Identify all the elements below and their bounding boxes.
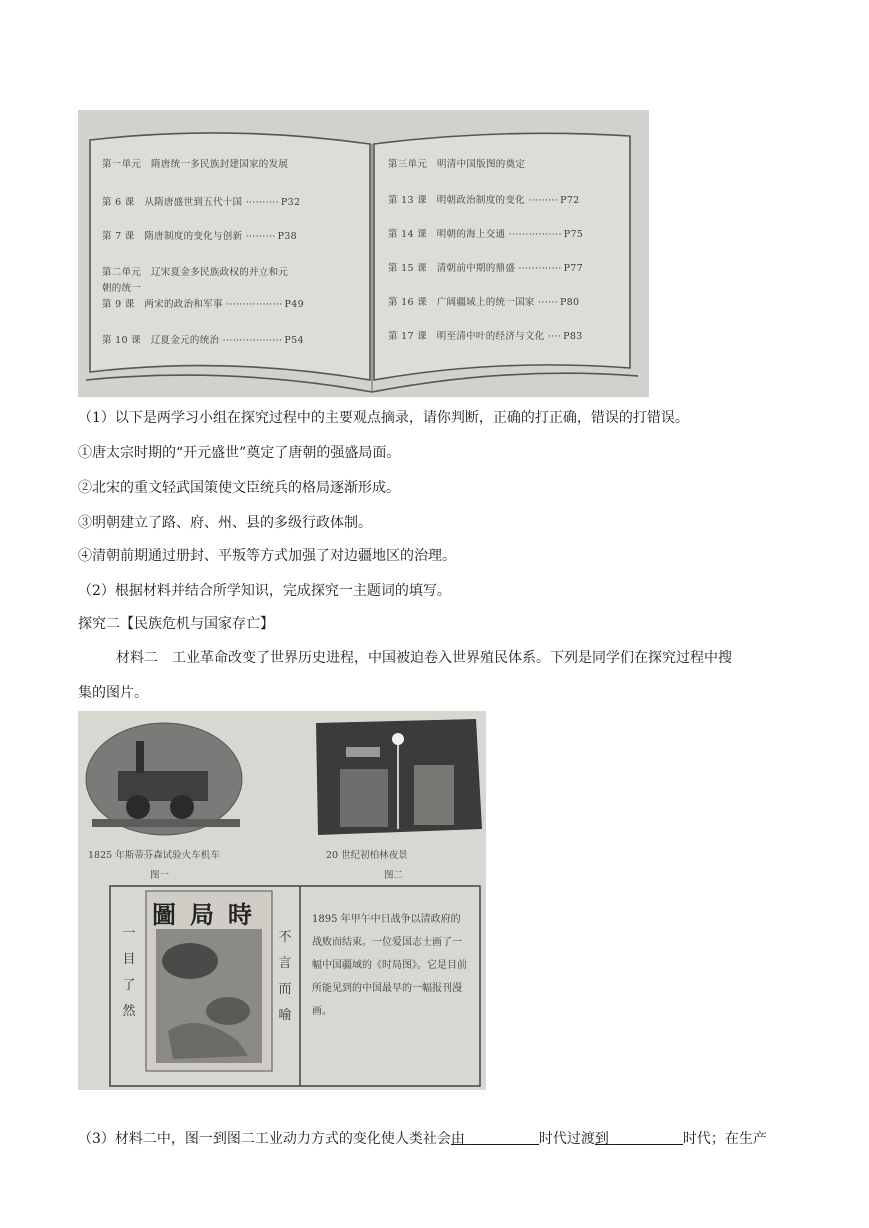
open-book-outline <box>78 110 649 397</box>
cartoon-right-char: 而 <box>278 982 292 997</box>
cartoon-right-char: 言 <box>278 956 292 971</box>
question-1: （1）以下是两学习小组在探究过程中的主要观点摘录，请你判断，正确的打正确，错误的打错误。 <box>78 410 689 426</box>
toc-lesson-13: 第 13 课 明朝政治制度的变化 ········· P72 <box>388 195 580 206</box>
toc-lesson-16: 第 16 课 广阔疆域上的统一国家 ······ P80 <box>388 297 580 308</box>
question-3-from: 由 <box>450 1131 465 1147</box>
cartoon-left-char: 一 <box>122 926 136 941</box>
figure-1-caption: 1825 年斯蒂芬森试验火车机车 <box>88 850 220 861</box>
toc-lesson-10: 第 10 课 辽夏金元的统治 ·················· P54 <box>102 335 304 346</box>
figure-2-caption: 20 世纪初柏林夜景 <box>326 850 408 861</box>
toc-lesson-17: 第 17 课 明至清中叶的经济与文化 ···· P83 <box>388 331 583 342</box>
toc-unit-1: 第一单元 隋唐统一多民族封建国家的发展 <box>102 159 289 170</box>
photo-artwork <box>78 711 486 1090</box>
cartoon-description: 1895 年甲午中日战争以清政府的战败而结束。一位爱国志士画了一幅中国疆域的《时局图》。它是目前所能见到的中国最早的一幅报刊漫画。 <box>312 914 467 1017</box>
toc-lesson-14: 第 14 课 明朝的海上交通 ················ P75 <box>388 229 584 240</box>
cartoon-left-char: 目 <box>122 952 136 967</box>
statement-4: ④清朝前期通过册封、平叛等方式加强了对边疆地区的治理。 <box>78 548 456 564</box>
cartoon-right-char: 喻 <box>278 1008 292 1023</box>
cartoon-right-char: 不 <box>278 930 292 945</box>
toc-unit-3: 第三单元 明清中国版图的奠定 <box>388 159 526 170</box>
question-3-lead: （3）材料二中，图一到图二工业动力方式的变化使人类社会 <box>78 1131 451 1147</box>
section-2-heading: 探究二【民族危机与国家存亡】 <box>78 616 274 632</box>
table-of-contents-photo <box>78 110 649 397</box>
question-3-mid: 时代过渡 <box>538 1131 595 1147</box>
toc-lesson-6: 第 6 课 从隋唐盛世到五代十国 ·········· P32 <box>102 197 301 208</box>
question-3-to: 到 <box>594 1131 609 1147</box>
toc-unit-2-line2: 朝的统一 <box>102 283 142 294</box>
answer-blank-2[interactable] <box>609 1130 683 1145</box>
material-2-line1: 材料二 工业革命改变了世界历史进程，中国被迫卷入世界殖民体系。下列是同学们在探究过程中搜 <box>116 650 732 666</box>
toc-lesson-15: 第 15 课 清朝前中期的鼎盛 ············· P77 <box>388 263 583 274</box>
statement-2: ②北宋的重文轻武国策使文臣统兵的格局逐渐形成。 <box>78 480 400 496</box>
question-3-end: 时代；在生产 <box>682 1131 767 1147</box>
toc-unit-2-line1: 第二单元 辽宋夏金多民族政权的并立和元 <box>102 267 289 278</box>
material-2-line2: 集的图片。 <box>78 685 148 701</box>
cartoon-left-char: 然 <box>122 1004 136 1019</box>
cartoon-title: 圖局時 <box>152 900 266 929</box>
answer-blank-1[interactable] <box>465 1130 539 1145</box>
statement-3: ③明朝建立了路、府、州、县的多级行政体制。 <box>78 515 372 531</box>
question-2: （2）根据材料并结合所学知识，完成探究一主题词的填写。 <box>78 583 451 599</box>
question-3 <box>78 1129 767 1149</box>
toc-lesson-9: 第 9 课 两宋的政治和军事 ················· P49 <box>102 299 304 310</box>
figure-1-label: 图一 <box>150 870 170 881</box>
material-2-photo <box>78 711 486 1090</box>
cartoon-left-char: 了 <box>122 978 136 993</box>
statement-1: ①唐太宗时期的“开元盛世”奠定了唐朝的强盛局面。 <box>78 445 401 461</box>
figure-2-label: 图二 <box>384 870 404 881</box>
toc-lesson-7: 第 7 课 隋唐制度的变化与创新 ········· P38 <box>102 231 297 242</box>
